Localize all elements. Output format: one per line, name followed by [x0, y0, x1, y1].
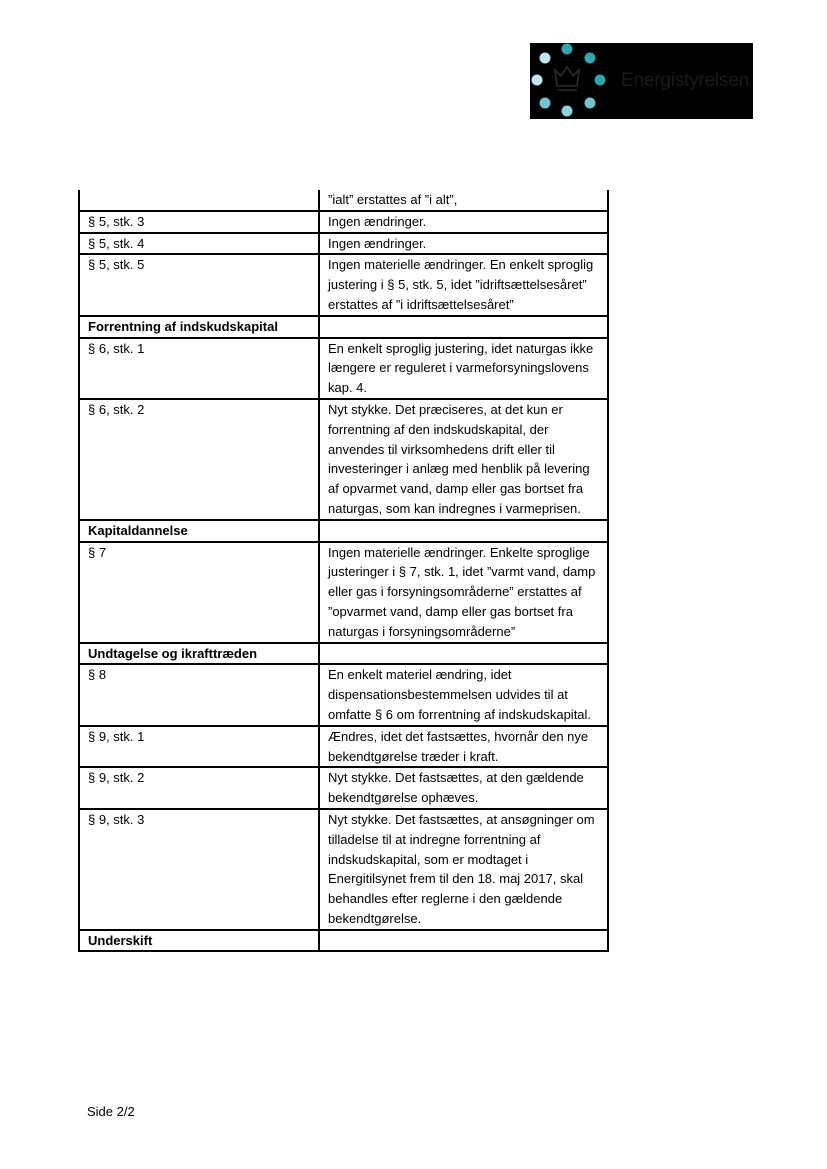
provision-cell: § 9, stk. 1 [79, 726, 319, 768]
table-row [79, 809, 608, 930]
section-heading-row [79, 930, 608, 952]
table-row [79, 399, 608, 520]
change-description-cell: Ændres, idet det fastsættes, hvornår den nye bekendtgørelse træder i kraft. [319, 726, 608, 768]
table-row [79, 211, 608, 233]
change-description-cell: Nyt stykke. Det præciseres, at det kun er forrentning af den indskudskapital, der anvendes til virksomhedens drift eller til investeringer i anlæg med henblik på levering af opvarmet vand, damp eller gas bortset fra naturgas, som kan indregnes i varmeprisen. [319, 399, 608, 520]
table-row [79, 190, 608, 211]
change-description-cell [319, 316, 608, 338]
change-description-cell: Nyt stykke. Det fastsættes, at ansøgninger om tilladelse til at indregne forrentning af indskudskapital, som er modtaget i Energitilsynet frem til den 18. maj 2017, skal behandles efter reglerne i den gældende bekendtgørelse. [319, 809, 608, 930]
section-heading-row [79, 316, 608, 338]
page-number: Side 2/2 [87, 1104, 135, 1119]
provision-cell: § 5, stk. 5 [79, 254, 319, 315]
provision-cell [79, 190, 319, 211]
section-heading: Kapitaldannelse [79, 520, 319, 542]
change-description-cell: Ingen ændringer. [319, 211, 608, 233]
change-description-cell: Nyt stykke. Det fastsættes, at den gældende bekendtgørelse ophæves. [319, 767, 608, 809]
section-heading: Forrentning af indskudskapital [79, 316, 319, 338]
provision-cell: § 5, stk. 4 [79, 233, 319, 255]
change-description-cell: Ingen materielle ændringer. En enkelt sproglig justering i § 5, stk. 5, idet ”idriftsættelsesåret” erstattes af ”i idriftsættelsesåret” [319, 254, 608, 315]
change-description-cell [319, 520, 608, 542]
table-row [79, 542, 608, 643]
table-row [79, 338, 608, 399]
provision-cell: § 7 [79, 542, 319, 643]
change-description-cell [319, 643, 608, 665]
table-row [79, 254, 608, 315]
table-row [79, 233, 608, 255]
section-heading: Underskift [79, 930, 319, 952]
section-heading: Undtagelse og ikrafttræden [79, 643, 319, 665]
energistyrelsen-logo [530, 43, 753, 119]
change-description-cell: En enkelt sproglig justering, idet naturgas ikke længere er reguleret i varmeforsyningslovens kap. 4. [319, 338, 608, 399]
changes-table [78, 190, 609, 952]
provision-cell: § 6, stk. 1 [79, 338, 319, 399]
section-heading-row [79, 520, 608, 542]
provision-cell: § 6, stk. 2 [79, 399, 319, 520]
change-description-cell: Ingen materielle ændringer. Enkelte sproglige justeringer i § 7, stk. 1, idet ”varmt vand, damp eller gas i forsyningsområderne” erstattes af ”opvarmet vand, damp eller gas bortset fra naturgas i forsyningsområderne” [319, 542, 608, 643]
change-description-cell: En enkelt materiel ændring, idet dispensationsbestemmelsen udvides til at omfatte § 6 om forrentning af indskudskapital. [319, 664, 608, 725]
provision-cell: § 9, stk. 3 [79, 809, 319, 930]
change-description-cell: ”ialt” erstattes af ”i alt”, [319, 190, 608, 211]
provision-cell: § 5, stk. 3 [79, 211, 319, 233]
logo-text: Energistyrelsen [621, 70, 749, 91]
section-heading-row [79, 643, 608, 665]
change-description-cell [319, 930, 608, 952]
provision-cell: § 9, stk. 2 [79, 767, 319, 809]
table-row [79, 767, 608, 809]
change-description-cell: Ingen ændringer. [319, 233, 608, 255]
table-row [79, 726, 608, 768]
table-row [79, 664, 608, 725]
provision-cell: § 8 [79, 664, 319, 725]
